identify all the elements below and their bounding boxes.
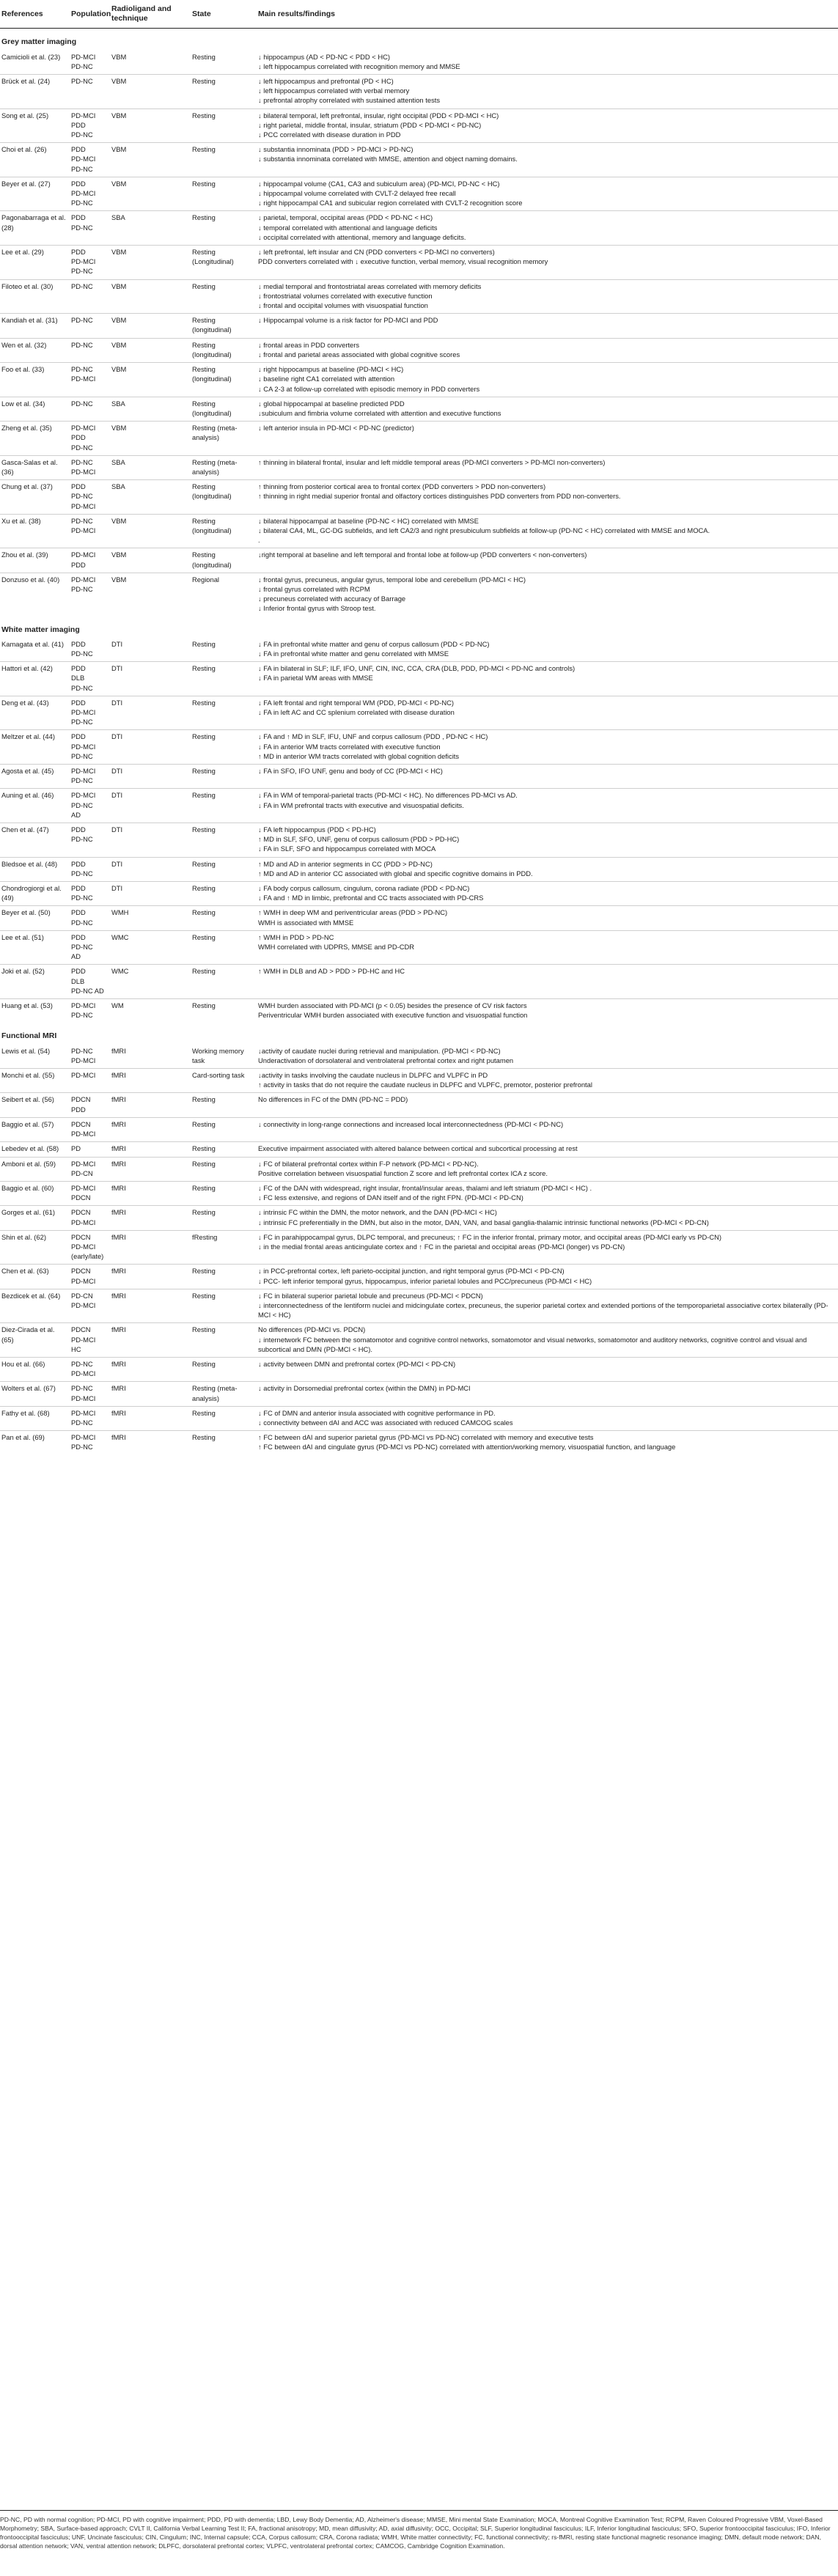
reference-cell[interactable]: Agosta et al. (45) [0, 765, 70, 789]
state-cell: Resting (longitudinal) [191, 548, 257, 573]
table-row [0, 422, 838, 456]
header-references: References [0, 0, 70, 29]
population-cell: PDCN PD-MCI HC [70, 1323, 110, 1358]
technique-cell: DTI [111, 639, 123, 648]
population-cell: PDCN PD-MCI [70, 1265, 110, 1289]
reference-cell[interactable]: Filoteo et al. (30) [0, 279, 70, 314]
population-cell: PD-MCI [70, 1069, 110, 1093]
table-row [0, 638, 838, 662]
reference-cell[interactable]: Wolters et al. (67) [0, 1382, 70, 1406]
results-cell: ↓ global hippocampal at baseline predicted PDD ↓subiculum and fimbria volume correlated with attention and executive functions [257, 397, 838, 421]
reference-cell[interactable]: Lebedev et al. (58) [0, 1142, 70, 1157]
results-cell: ↓activity of caudate nuclei during retrieval and manipulation. (PD-MCI < PD-NC) Underactivation of dorsolateral and ventrolateral prefrontal cortex and right putamen [258, 1046, 514, 1064]
technique-cell: DTI [110, 696, 191, 730]
population-cell: PDD PD-MCI PD-NC [70, 730, 110, 765]
population-cell: PD-NC [70, 338, 110, 362]
reference-cell[interactable]: Pagonabarraga et al. (28) [0, 211, 70, 246]
state-cell: Resting [191, 999, 257, 1023]
reference-cell[interactable]: Pan et al. (69) [0, 1431, 70, 1455]
state-cell: Resting [191, 108, 257, 143]
state-cell: Resting [191, 1323, 257, 1358]
table-row [0, 1230, 838, 1265]
population-cell: PD-MCI PD-CN [70, 1157, 110, 1181]
reference-cell[interactable]: Meltzer et al. (44) [0, 730, 70, 765]
state-cell: Resting [191, 279, 257, 314]
state-cell: Resting (meta-analysis) [191, 422, 257, 456]
results-cell: ↓ FA in WM of temporal-parietal tracts (PD-MCI < HC). No differences PD-MCI vs AD. ↓ FA in WM prefrontal tracts with executive and visuospatial deficits. [257, 789, 838, 823]
results-cell: ↓ FC of DMN and anterior insula associated with cognitive performance in PD. ↓ connectivity between dAI and ACC was associated with reduced CAMCOG scales [257, 1406, 838, 1430]
table-row [0, 1117, 838, 1141]
results-cell: ↓right temporal at baseline and left temporal and frontal lobe at follow-up (PDD converters < non-converters) [257, 548, 838, 573]
results-cell: ↓ FC of the DAN with widespread, right insular, frontal/insular areas, thalami and left striatum (PD-MCI < HC) . ↓ FC less extensive, and regions of DAN itself and of the right FPN. (PD-MCI < PD-CN) [257, 1181, 838, 1205]
state-cell: fResting [191, 1230, 257, 1265]
table-row [0, 999, 838, 1023]
section-title: White matter imaging [1, 625, 80, 634]
population-cell: PD-MCI PD-NC [70, 573, 110, 616]
population-cell: PD-NC PD-MCI [70, 363, 110, 397]
section-heading-row [0, 617, 838, 638]
technique-cell: VBM [110, 75, 191, 109]
table-row [0, 1069, 838, 1093]
technique-cell: fMRI [110, 1142, 191, 1157]
results-cell: ↓ FA in SFO, IFO UNF, genu and body of CC (PD-MCI < HC) [257, 765, 838, 789]
population-cell: PDD PD-MCI PD-NC [70, 143, 110, 177]
state-cell: Resting (longitudinal) [191, 314, 257, 338]
results-cell: ↑ thinning in bilateral frontal, insular and left middle temporal areas (PD-MCI converters > PD-MCI non-converters) [257, 455, 838, 479]
technique-cell: SBA [110, 455, 191, 479]
reference-cell[interactable]: Chen et al. (47) [0, 823, 70, 858]
table-row [0, 397, 838, 421]
technique-cell: WM [110, 999, 191, 1023]
reference-cell[interactable]: Zheng et al. (35) [0, 422, 70, 456]
results-cell: ↓ substantia innominata (PDD > PD-MCI > PD-NC) ↓ substantia innominata correlated with MMSE, attention and object naming domains. [257, 143, 838, 177]
technique-cell: VBM [111, 52, 127, 61]
reference-cell[interactable]: Hou et al. (66) [0, 1357, 70, 1381]
reference-cell[interactable]: Fathy et al. (68) [0, 1406, 70, 1430]
results-cell: ↑ WMH in deep WM and periventricular areas (PDD > PD-NC) WMH is associated with MMSE [257, 906, 838, 930]
table-header [0, 0, 838, 29]
results-cell: ↓ parietal, temporal, occipital areas (PDD < PD-NC < HC) ↓ temporal correlated with attentional and language deficits ↓ occipital correlated with attentional, memory and language deficits. [257, 211, 838, 246]
reference-cell[interactable]: Low et al. (34) [0, 397, 70, 421]
population-cell: PDD PD-NC PD-MCI [70, 480, 110, 515]
results-cell: ↓ FC in parahippocampal gyrus, DLPC temporal, and precuneus; ↑ FC in the inferior frontal, primary motor, and occipital areas (PD-MCI early vs PD-CN) ↓ in the medial frontal areas anticingulate cortex and ↑ FC in the parietal and occipital areas (PD-MCI (longer) vs PD-CN) [257, 1230, 838, 1265]
population-cell: PDD PD-NC [70, 857, 110, 881]
results-cell: ↓ bilateral hippocampal at baseline (PD-NC < HC) correlated with MMSE ↓ bilateral CA4, ML, GC-DG subfields, and left CA2/3 and right presubiculum subfields at follow-up (PD-NC < HC) correlated with MMSE and MOCA. . [257, 514, 838, 548]
reference-cell[interactable]: Chen et al. (63) [0, 1265, 70, 1289]
population-cell: PDD PD-NC [71, 639, 93, 658]
reference-cell[interactable]: Joki et al. (52) [0, 965, 70, 999]
state-cell: Resting (longitudinal) [191, 397, 257, 421]
reference-cell[interactable]: Foo et al. (33) [0, 363, 70, 397]
population-cell: PDD DLB PD-NC AD [70, 965, 110, 999]
population-cell: PD [70, 1142, 110, 1157]
table-row [0, 1181, 838, 1205]
header-state: State [191, 0, 257, 29]
section-title: Grey matter imaging [1, 37, 77, 47]
population-cell: PD-NC PD-MCI [70, 1382, 110, 1406]
table-row [0, 789, 838, 823]
table-row [0, 211, 838, 246]
population-cell: PD-NC PD-MCI [70, 514, 110, 548]
technique-cell: fMRI [110, 1382, 191, 1406]
results-cell: ↓ left hippocampus and prefrontal (PD < HC) ↓ left hippocampus correlated with verbal memory ↓ prefrontal atrophy correlated with sustained attention tests [257, 75, 838, 109]
reference-cell[interactable]: Song et al. (25) [0, 108, 70, 143]
table-row [0, 480, 838, 515]
population-cell: PD-MCI PD-NC [70, 765, 110, 789]
population-cell: PD-NC [70, 397, 110, 421]
table-row [0, 548, 838, 573]
state-cell: Resting [191, 1357, 257, 1381]
technique-cell: VBM [110, 422, 191, 456]
state-cell: Resting [191, 823, 257, 858]
technique-cell: VBM [110, 338, 191, 362]
technique-cell: SBA [110, 480, 191, 515]
table-row [0, 75, 838, 109]
results-cell: ↑ MD and AD in anterior segments in CC (PDD > PD-NC) ↑ MD and AD in anterior CC associated with global and specific cognitive domains in PDD. [257, 857, 838, 881]
technique-cell: SBA [110, 211, 191, 246]
population-cell: PDD PD-NC [70, 211, 110, 246]
technique-cell: fMRI [110, 1117, 191, 1141]
reference-cell[interactable]: Chung et al. (37) [0, 480, 70, 515]
state-cell: Resting [191, 789, 257, 823]
header-results: Main results/findings [257, 0, 838, 29]
results-cell: ↓ FA in prefrontal white matter and genu of corpus callosum (PDD < PD-NC) ↓ FA in prefrontal white matter and genu correlated with MMSE [258, 639, 490, 658]
state-cell: Resting [191, 882, 257, 906]
results-cell: ↓ FA left hippocampus (PDD < PD-HC) ↑ MD in SLF, SFO, UNF, genu of corpus callosum (PDD > PD-HC) ↓ FA in SLF, SFO and hippocampus correlated with MOCA [257, 823, 838, 858]
reference-cell[interactable]: Hattori et al. (42) [0, 662, 70, 696]
table-row [0, 1206, 838, 1230]
reference-cell[interactable]: Donzuso et al. (40) [0, 573, 70, 616]
table-row [0, 246, 838, 280]
state-cell: Resting [191, 662, 257, 696]
state-cell: Resting [191, 930, 257, 965]
state-cell: Resting (Longitudinal) [191, 246, 257, 280]
results-cell: ↓ hippocampus (AD < PD-NC < PDD < HC) ↓ left hippocampus correlated with recognition memory and MMSE [258, 52, 460, 70]
table-row [0, 1265, 838, 1289]
population-cell: PD-CN PD-MCI [70, 1289, 110, 1323]
reference-cell[interactable]: Lewis et al. (54) [1, 1046, 51, 1055]
header-technique: Radioligand and technique [110, 0, 191, 29]
reference-cell[interactable]: Auning et al. (46) [0, 789, 70, 823]
technique-cell: DTI [110, 765, 191, 789]
state-cell: Resting [191, 1431, 257, 1455]
state-cell: Resting [191, 177, 257, 211]
state-cell: Working memory task [192, 1046, 244, 1064]
technique-cell: fMRI [110, 1289, 191, 1323]
reference-cell[interactable]: Wen et al. (32) [0, 338, 70, 362]
reference-cell[interactable]: Lee et al. (51) [0, 930, 70, 965]
technique-cell: fMRI [111, 1046, 126, 1055]
technique-cell: VBM [110, 514, 191, 548]
results-cell: ↓ activity in Dorsomedial prefrontal cortex (within the DMN) in PD-MCI [257, 1382, 838, 1406]
technique-cell: DTI [110, 857, 191, 881]
state-cell: Resting [191, 1157, 257, 1181]
technique-cell: fMRI [110, 1357, 191, 1381]
results-cell: ↓ right hippocampus at baseline (PD-MCI < HC) ↓ baseline right CA1 correlated with attention ↓ CA 2-3 at follow-up correlated with episodic memory in PDD converters [257, 363, 838, 397]
reference-cell[interactable]: Deng et al. (43) [0, 696, 70, 730]
table-row [0, 338, 838, 362]
state-cell: Resting [191, 1093, 257, 1117]
results-cell: ↓ Hippocampal volume is a risk factor for PD-MCI and PDD [257, 314, 838, 338]
reference-cell[interactable]: Diez-Cirada et al. (65) [0, 1323, 70, 1358]
technique-cell: DTI [110, 882, 191, 906]
state-cell: Resting [191, 1265, 257, 1289]
population-cell: PDCN PD-MCI (early/late) [70, 1230, 110, 1265]
population-cell: PD-MCI PDCN [70, 1181, 110, 1205]
population-cell: PDD PD-NC [70, 882, 110, 906]
population-cell: PDD PD-MCI PD-NC [70, 696, 110, 730]
results-cell: Executive impairment associated with altered balance between cortical and subcortical processing at rest [257, 1142, 838, 1157]
population-cell: PD-MCI PDD PD-NC [70, 108, 110, 143]
state-cell: Resting [191, 1206, 257, 1230]
table-row [0, 765, 838, 789]
state-cell: Resting [191, 143, 257, 177]
table-row [0, 1357, 838, 1381]
technique-cell: VBM [110, 314, 191, 338]
state-cell: Resting [191, 857, 257, 881]
population-cell: PD-MCI PDD PD-NC [70, 422, 110, 456]
results-cell: ↑ WMH in PDD > PD-NC WMH correlated with UDPRS, MMSE and PD-CDR [257, 930, 838, 965]
reference-cell[interactable]: Kandiah et al. (31) [0, 314, 70, 338]
population-cell: PD-MCI PD-NC AD [70, 789, 110, 823]
table-row [0, 455, 838, 479]
technique-cell: VBM [110, 177, 191, 211]
state-cell: Resting (longitudinal) [191, 338, 257, 362]
results-cell: ↓ FC of bilateral prefrontal cortex within F-P network (PD-MCI < PD-NC). Positive correlation between visuospatial function Z score and left prefrontal cortex ICA z score. [257, 1157, 838, 1181]
technique-cell: fMRI [110, 1323, 191, 1358]
results-cell: ↓ medial temporal and frontostriatal areas correlated with memory deficits ↓ frontostriatal volumes correlated with executive function ↓ frontal and occipital volumes with visuospatial function [257, 279, 838, 314]
results-cell: ↑ thinning from posterior cortical area to frontal cortex (PDD converters > PDD non-converters) ↑ thinning in right medial superior frontal and olfactory cortices distinguishes PDD converters from PDD non-converters. [257, 480, 838, 515]
state-cell: Resting (longitudinal) [191, 363, 257, 397]
results-cell: ↓ bilateral temporal, left prefrontal, insular, right occipital (PDD < PD-MCI < HC) ↓ right parietal, middle frontal, insular, striatum (PDD < PD-MCI < PD-NC) ↓ PCC correlated with disease duration in PDD [257, 108, 838, 143]
results-cell: ↓ frontal areas in PDD converters ↓ frontal and parietal areas associated with global cognitive scores [257, 338, 838, 362]
table-row [0, 1045, 838, 1069]
table-row [0, 882, 838, 906]
table-row [0, 823, 838, 858]
section-title: Functional MRI [1, 1031, 57, 1041]
population-cell: PD-NC [70, 279, 110, 314]
reference-cell[interactable]: Shin et al. (62) [0, 1230, 70, 1265]
technique-cell: WMC [110, 965, 191, 999]
technique-cell: VBM [110, 246, 191, 280]
section-heading-row [0, 1023, 838, 1044]
table-row [0, 363, 838, 397]
table-row [0, 143, 838, 177]
table-row [0, 514, 838, 548]
results-cell: ↓activity in tasks involving the caudate nucleus in DLPFC and VLPFC in PD ↑ activity in tasks that do not require the caudate nucleus in DLPFC and VLPFC, premotor, posterior prefrontal [257, 1069, 838, 1093]
state-cell: Resting [192, 52, 216, 61]
population-cell: PDD DLB PD-NC [70, 662, 110, 696]
technique-cell: WMC [110, 930, 191, 965]
table-row [0, 1431, 838, 1455]
table-row [0, 965, 838, 999]
population-cell: PDD PD-NC AD [70, 930, 110, 965]
table-row [0, 906, 838, 930]
reference-cell[interactable]: Bledsoe et al. (48) [0, 857, 70, 881]
results-cell: ↓ FC in bilateral superior parietal lobule and precuneus (PD-MCI < PDCN) ↓ interconnectedness of the lentiform nuclei and midcingulate cortex, precuneus, the superior parietal cortex and extended portions of the temporoparietal associative cortex bilaterally (PD-MCI < HC) [257, 1289, 838, 1323]
population-cell: PDCN PD-MCI [70, 1206, 110, 1230]
reference-cell[interactable]: Baggio et al. (60) [0, 1181, 70, 1205]
footnote: PD-NC, PD with normal cognition; PD-MCI, PD with cognitive impairment; PDD, PD with dementia; LBD, Lewy Body Dementia; AD, Alzheimer's disease; MMSE, Mini mental State Examination; MOCA, Montreal Cognitive Examination Test; RCPM, Raven Coloured Progressive VBM, Voxel-Based Morphometry; SBA, Surface-based approach; CVLT II, California Verbal Learning Test II; FA, fractional anisotropy; MD, mean diffusivity; AD, axial diffusivity; OCC, Occipital; SLF, Superior longitudinal fasciculus; ILF, Inferior longitudinal fasciculus; SFO, Superior frontooccipital fasciculus; IFO, Inferior frontooccipital fasciculus; UNF, Uncinate fasciculus; CIN, Cingulum; INC, Internal capsule; CCA, Corpus callosum; CRA, Corona radiata; WMH, White matter connectivity; FC, functional connectivity; rs-fMRI, resting state functional magnetic resonance imaging; DMN, default mode network; DAN, dorsal attention network; VAN, ventral attention network; DLPFC, dorsolateral prefrontal cortex; VLPFC, ventrolateral prefrontal cortex; CAMCOG, Cambridge Cognition Examination. [0, 2510, 838, 2550]
technique-cell: fMRI [110, 1181, 191, 1205]
state-cell: Resting [191, 765, 257, 789]
table-row [0, 1142, 838, 1157]
table-row [0, 314, 838, 338]
reference-cell[interactable]: Monchi et al. (55) [0, 1069, 70, 1093]
results-cell: ↓ left anterior insula in PD-MCI < PD-NC (predictor) [257, 422, 838, 456]
reference-cell[interactable]: Kamagata et al. (41) [1, 639, 64, 648]
results-cell: ↓ left prefrontal, left insular and CN (PDD converters < PD-MCI no converters) PDD converters correlated with ↓ executive function, verbal memory, visual recognition memory [257, 246, 838, 280]
reference-cell[interactable]: Beyer et al. (50) [0, 906, 70, 930]
technique-cell: VBM [110, 143, 191, 177]
table-row [0, 177, 838, 211]
results-cell: ↓ connectivity in long-range connections and increased local interconnectedness (PD-MCI < PD-NC) [257, 1117, 838, 1141]
table-row [0, 662, 838, 696]
state-cell: Resting (longitudinal) [191, 514, 257, 548]
table-row [0, 857, 838, 881]
technique-cell: DTI [110, 789, 191, 823]
results-cell: ↑ FC between dAI and superior parietal gyrus (PD-MCI vs PD-NC) correlated with memory and executive tests ↑ FC between dAI and cingulate gyrus (PD-MCI vs PD-NC) correlated with attention/working memory, visuospatial function, and language [257, 1431, 838, 1455]
reference-cell[interactable]: Huang et al. (53) [0, 999, 70, 1023]
results-cell: ↓ FA in bilateral in SLF; ILF, IFO, UNF, CIN, INC, CCA, CRA (DLB, PDD, PD-MCI < PD-NC and controls) ↓ FA in parietal WM areas with MMSE [257, 662, 838, 696]
results-cell: ↓ frontal gyrus, precuneus, angular gyrus, temporal lobe and cerebellum (PD-MCI < HC) ↓ frontal gyrus correlated with RCPM ↓ precuneus correlated with accuracy of Barrage ↓ Inferior frontal gyrus with Stroop test. [257, 573, 838, 616]
reference-cell[interactable]: Brück et al. (24) [0, 75, 70, 109]
population-cell: PD-NC PD-MCI [71, 1046, 96, 1064]
technique-cell: fMRI [110, 1069, 191, 1093]
population-cell: PD-NC PD-MCI [70, 1357, 110, 1381]
reference-cell[interactable]: Baggio et al. (57) [0, 1117, 70, 1141]
state-cell: Resting [191, 1117, 257, 1141]
technique-cell: WMH [110, 906, 191, 930]
section-heading-row [0, 29, 838, 51]
state-cell: Card-sorting task [191, 1069, 257, 1093]
state-cell: Regional [191, 573, 257, 616]
table-row [0, 696, 838, 730]
technique-cell: DTI [110, 662, 191, 696]
technique-cell: VBM [110, 108, 191, 143]
state-cell: Resting [191, 75, 257, 109]
table-row [0, 930, 838, 965]
state-cell: Resting [191, 965, 257, 999]
state-cell: Resting [191, 730, 257, 765]
results-cell: ↓ in PCC-prefrontal cortex, left parieto-occipital junction, and right temporal gyrus (PD-MCI < PD-CN) ↓ PCC- left inferior temporal gyrus, hippocampus, inferior parietal lobules and PCC/precuneus (PD-MCI < HC) [257, 1265, 838, 1289]
results-cell: No differences in FC of the DMN (PD-NC = PDD) [257, 1093, 838, 1117]
technique-cell: VBM [110, 279, 191, 314]
technique-cell: DTI [110, 823, 191, 858]
population-cell: PD-MCI PD-NC [70, 999, 110, 1023]
population-cell: PDD PD-MCI PD-NC [70, 177, 110, 211]
table-row [0, 1323, 838, 1358]
state-cell: Resting [192, 639, 216, 648]
technique-cell: VBM [110, 573, 191, 616]
state-cell: Resting [191, 211, 257, 246]
technique-cell: fMRI [110, 1265, 191, 1289]
technique-cell: fMRI [110, 1206, 191, 1230]
results-cell: ↓ FA body corpus callosum, cingulum, corona radiate (PDD < PD-NC) ↓ FA and ↑ MD in limbic, prefrontal and CC tracts associated with PD-CRS [257, 882, 838, 906]
population-cell: PDD PD-NC [70, 823, 110, 858]
table-row [0, 1382, 838, 1406]
results-cell: ↑ WMH in DLB and AD > PDD > PD-HC and HC [257, 965, 838, 999]
reference-cell[interactable]: Beyer et al. (27) [0, 177, 70, 211]
technique-cell: fMRI [110, 1157, 191, 1181]
state-cell: Resting (meta-analysis) [191, 455, 257, 479]
reference-cell[interactable]: Chondrogiorgi et al. (49) [0, 882, 70, 906]
table-body [0, 29, 838, 1455]
table-row [0, 1289, 838, 1323]
table-row [0, 1406, 838, 1430]
reference-cell[interactable]: Choi et al. (26) [0, 143, 70, 177]
technique-cell: VBM [110, 363, 191, 397]
technique-cell: SBA [110, 397, 191, 421]
state-cell: Resting (meta-analysis) [191, 1382, 257, 1406]
reference-cell[interactable]: Bezdicek et al. (64) [0, 1289, 70, 1323]
state-cell: Resting [191, 1142, 257, 1157]
table-row [0, 1157, 838, 1181]
population-cell: PD-MCI PD-NC [71, 52, 96, 70]
table-row [0, 51, 838, 75]
table-row [0, 1093, 838, 1117]
state-cell: Resting [191, 1181, 257, 1205]
reference-cell[interactable]: Amboni et al. (59) [0, 1157, 70, 1181]
table-row [0, 730, 838, 765]
reference-cell[interactable]: Gasca-Salas et al. (36) [0, 455, 70, 479]
population-cell: PD-NC PD-MCI [70, 455, 110, 479]
population-cell: PDCN PD-MCI [70, 1117, 110, 1141]
results-cell: ↓ FA and ↑ MD in SLF, IFU, UNF and corpus callosum (PDD , PD-NC < HC) ↓ FA in anterior WM tracts correlated with executive function ↑ MD in anterior WM tracts correlated with global cognition deficits [257, 730, 838, 765]
population-cell: PD-MCI PD-NC [70, 1406, 110, 1430]
reference-cell[interactable]: Lee et al. (29) [0, 246, 70, 280]
population-cell: PD-MCI PDD [70, 548, 110, 573]
results-cell: ↓ hippocampal volume (CA1, CA3 and subiculum area) (PD-MCI, PD-NC < HC) ↓ hippocampal volume correlated with CVLT-2 delayed free recall ↓ right hippocampal CA1 and subicular region correlated with CVLT-2 recognition score [257, 177, 838, 211]
technique-cell: VBM [110, 548, 191, 573]
reference-cell[interactable]: Seibert et al. (56) [0, 1093, 70, 1117]
reference-cell[interactable]: Xu et al. (38) [0, 514, 70, 548]
table-row [0, 279, 838, 314]
results-cell: ↓ intrinsic FC within the DMN, the motor network, and the DAN (PD-MCI < HC) ↓ intrinsic FC preferentially in the DMN, but also in the motor, DAN, VAN, and basal ganglia-thalamic intrinsic functional networks (PD-MCI < PD-CN) [257, 1206, 838, 1230]
population-cell: PDD PD-MCI PD-NC [70, 246, 110, 280]
state-cell: Resting [191, 696, 257, 730]
reference-cell[interactable]: Camicioli et al. (23) [1, 52, 61, 61]
technique-cell: fMRI [110, 1093, 191, 1117]
state-cell: Resting [191, 1406, 257, 1430]
state-cell: Resting [191, 906, 257, 930]
table-row [0, 573, 838, 616]
table-row [0, 108, 838, 143]
technique-cell: DTI [110, 730, 191, 765]
population-cell: PDD PD-NC [70, 906, 110, 930]
results-cell: ↓ FA left frontal and right temporal WM (PDD, PD-MCI < PD-NC) ↓ FA in left AC and CC splenium correlated with disease duration [257, 696, 838, 730]
header-population: Population [70, 0, 110, 29]
results-cell: ↓ activity between DMN and prefrontal cortex (PD-MCI < PD-CN) [257, 1357, 838, 1381]
population-cell: PDCN PDD [70, 1093, 110, 1117]
technique-cell: fMRI [110, 1406, 191, 1430]
state-cell: Resting [191, 1289, 257, 1323]
technique-cell: fMRI [110, 1431, 191, 1455]
technique-cell: fMRI [110, 1230, 191, 1265]
results-cell: No differences (PD-MCI vs. PDCN) ↓ internetwork FC between the somatomotor and cognitive control networks, somatomotor and visual networks, somatomotor and auditory networks, cognitive control and visual and subcortical and DMN (PD-MCI < HC). [257, 1323, 838, 1358]
reference-cell[interactable]: Zhou et al. (39) [0, 548, 70, 573]
state-cell: Resting (longitudinal) [191, 480, 257, 515]
results-cell: WMH burden associated with PD-MCI (p < 0.05) besides the presence of CV risk factors Periventricular WMH burden associated with executive function and visuospatial function [257, 999, 838, 1023]
population-cell: PD-NC [70, 314, 110, 338]
reference-cell[interactable]: Gorges et al. (61) [0, 1206, 70, 1230]
population-cell: PD-NC [70, 75, 110, 109]
population-cell: PD-MCI PD-NC [70, 1431, 110, 1455]
